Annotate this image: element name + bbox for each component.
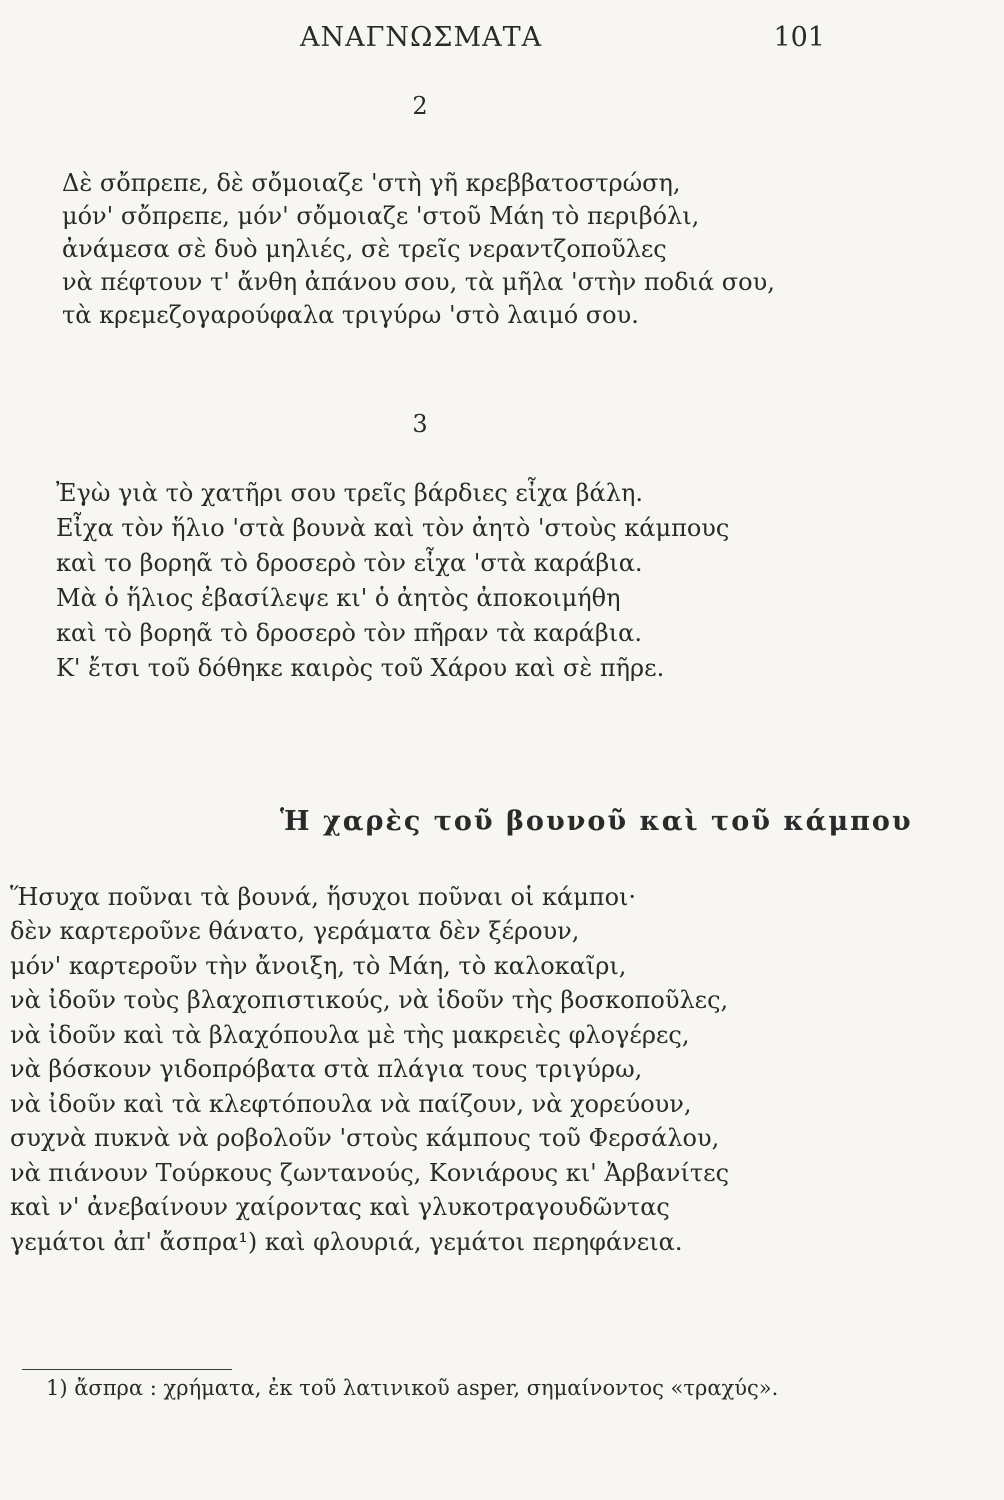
verse-line: νὰ βόσκουν γιδοπρόβατα στὰ πλάγια τους τριγύρω, <box>10 1055 643 1083</box>
verse-line: Δὲ σὄπρεπε, δὲ σὄμοιαζε 'στὴ γῆ κρεββατοστρώση, <box>62 169 681 197</box>
verse-line: ἀνάμεσα σὲ δυὸ μηλιές, σὲ τρεῖς νεραντζοποῦλες <box>62 235 667 263</box>
running-title: ΑΝΑΓΝΩΣΜΑΤΑ <box>300 22 543 53</box>
verse-line: Εἶχα τὸν ἥλιο 'στὰ βουνὰ καὶ τὸν ἀητὸ 'στοὺς κάμπους <box>56 514 730 542</box>
footnote-divider <box>22 1369 232 1370</box>
verse-line: Ἐγὼ γιὰ τὸ χατῆρι σου τρεῖς βάρδιες εἶχα βάλη. <box>56 479 643 507</box>
verse-line: καὶ τὸ βορηᾶ τὸ δροσερὸ τὸν πῆραν τὰ καράβια. <box>56 619 643 647</box>
verse-line: νὰ ἰδοῦν τοὺς βλαχοπιστικούς, νὰ ἰδοῦν τὴς βοσκοποῦλες, <box>10 986 729 1014</box>
footnote: 1) ἄσπρα : χρήματα, ἐκ τοῦ λατινικοῦ asper, σημαίνοντος «τραχύς». <box>46 1376 779 1400</box>
verse-line: τὰ κρεμεζογαρούφαλα τριγύρω 'στὸ λαιμό σου. <box>62 301 639 329</box>
verse-line: Μὰ ὁ ἥλιος ἐβασίλεψε κι' ὁ ἀητὸς ἀποκοιμήθη <box>56 584 621 612</box>
section-number-3: 3 <box>412 410 428 438</box>
verse-line: Ἥσυχα ποῦναι τὰ βουνά, ἥσυχοι ποῦναι οἱ κάμποι· <box>10 883 637 911</box>
verse-line: γεμάτοι ἀπ' ἄσπρα¹) καὶ φλουριά, γεμάτοι περηφάνεια. <box>10 1228 683 1256</box>
verse-line: νὰ ἰδοῦν καὶ τὰ βλαχόπουλα μὲ τὴς μακρειὲς φλογέρες, <box>10 1021 690 1049</box>
verse-line: μόν' σὄπρεπε, μόν' σὄμοιαζε 'στοῦ Μάη τὸ περιβόλι, <box>62 202 700 230</box>
page-number: 101 <box>773 22 825 53</box>
verse-line: νὰ ἰδοῦν καὶ τὰ κλεφτόπουλα νὰ παίζουν, νὰ χορεύουν, <box>10 1090 692 1118</box>
section-number-2: 2 <box>412 92 428 120</box>
verse-line: δὲν καρτεροῦνε θάνατο, γεράματα δὲν ξέρουν, <box>10 917 580 945</box>
verse-line: καὶ το βορηᾶ τὸ δροσερὸ τὸν εἶχα 'στὰ καράβια. <box>56 549 643 577</box>
verse-line: μόν' καρτεροῦν τὴν ἄνοιξη, τὸ Μάη, τὸ καλοκαῖρι, <box>10 952 627 980</box>
poem-title: Ἡ χαρὲς τοῦ βουνοῦ καὶ τοῦ κάμπου <box>280 806 913 837</box>
verse-line: Κ' ἔτσι τοῦ δόθηκε καιρὸς τοῦ Χάρου καὶ σὲ πῆρε. <box>56 654 665 682</box>
verse-line: νὰ πέφτουν τ' ἄνθη ἀπάνου σου, τὰ μῆλα 'στὴν ποδιά σου, <box>62 268 775 296</box>
verse-line: συχνὰ πυκνὰ νὰ ροβολοῦν 'στοὺς κάμπους τοῦ Φερσάλου, <box>10 1124 720 1152</box>
verse-line: νὰ πιάνουν Τούρκους ζωντανούς, Κονιάρους κι' Ἀρβανίτες <box>10 1159 730 1187</box>
verse-line: καὶ ν' ἀνεβαίνουν χαίροντας καὶ γλυκοτραγουδῶντας <box>10 1193 670 1221</box>
